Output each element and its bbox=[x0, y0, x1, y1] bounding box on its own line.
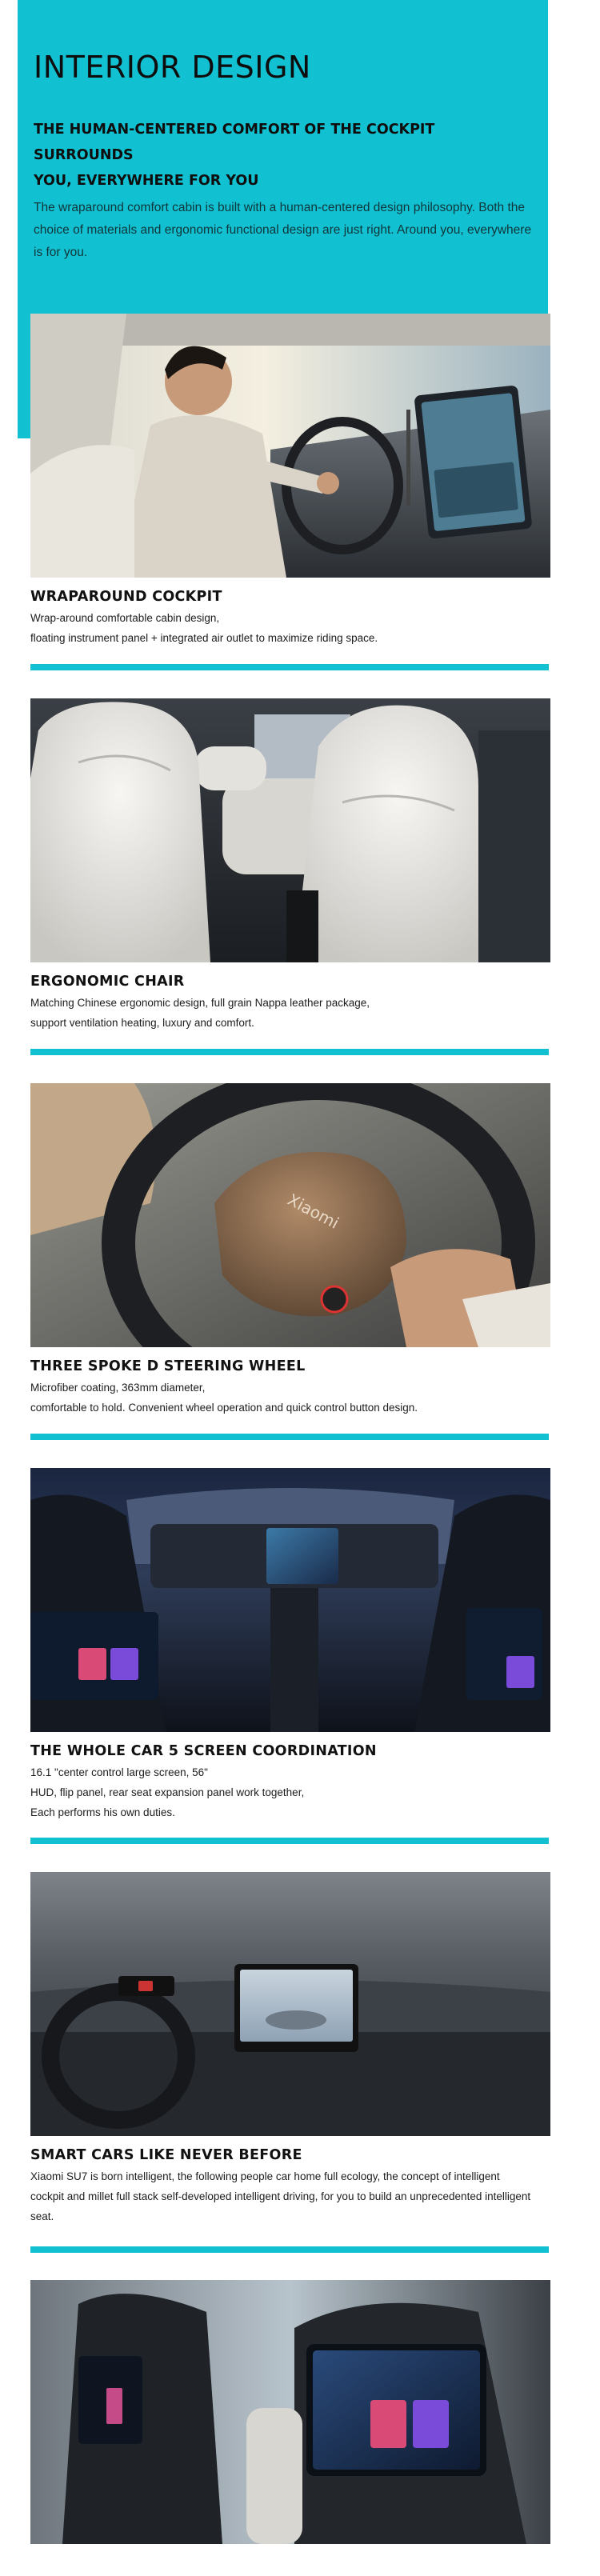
section-text: Each performs his own duties. bbox=[30, 1806, 175, 1818]
hero-subtitle-line: YOU, EVERYWHERE FOR YOU bbox=[34, 173, 259, 189]
section-five-screens bbox=[30, 1468, 550, 1822]
section-text: seat. bbox=[30, 2210, 54, 2222]
hero-description bbox=[34, 197, 546, 264]
hero-description-line: is for you. bbox=[34, 246, 88, 259]
section-text: Xiaomi SU7 is born intelligent, the following people car home full ecology, the concept of intelligent bbox=[30, 2170, 500, 2182]
hero-description-line: The wraparound comfort cabin is built with a human-centered design philosophy. Both the bbox=[34, 201, 526, 214]
section-divider bbox=[30, 1434, 549, 1440]
section-text: Matching Chinese ergonomic design, full grain Nappa leather package, bbox=[30, 997, 370, 1009]
hero-subtitle-line: THE HUMAN-CENTERED COMFORT OF THE COCKPIT SURROUNDS bbox=[34, 122, 435, 163]
steering-logo-text: Xiaomi bbox=[284, 1190, 342, 1233]
section-title: SMART CARS LIKE NEVER BEFORE bbox=[30, 2147, 302, 2163]
section-steering-wheel bbox=[30, 1083, 550, 1418]
section-title: THREE SPOKE D STEERING WHEEL bbox=[30, 1358, 306, 1374]
section-text: Wrap-around comfortable cabin design, bbox=[30, 612, 220, 624]
section-text: HUD, flip panel, rear seat expansion panel work together, bbox=[30, 1786, 305, 1798]
section-smart-cars bbox=[30, 1872, 550, 2226]
section-text: support ventilation heating, luxury and comfort. bbox=[30, 1017, 254, 1029]
section-divider bbox=[30, 1049, 549, 1055]
section-rear-seat-tablet bbox=[30, 2280, 550, 2544]
hero-subtitle bbox=[34, 117, 530, 194]
section-divider bbox=[30, 2246, 549, 2253]
steering-wheel-photo bbox=[30, 1083, 550, 1347]
section-divider bbox=[30, 1838, 549, 1844]
rear-seat-tablet-photo bbox=[30, 2280, 550, 2544]
section-title: ERGONOMIC CHAIR bbox=[30, 974, 185, 990]
section-text: floating instrument panel + integrated air outlet to maximize riding space. bbox=[30, 632, 378, 644]
section-text: Microfiber coating, 363mm diameter, bbox=[30, 1382, 206, 1394]
section-wraparound-cockpit bbox=[30, 314, 550, 648]
page-title: INTERIOR DESIGN bbox=[34, 50, 311, 85]
section-text: comfortable to hold. Convenient wheel operation and quick control button design. bbox=[30, 1402, 418, 1414]
hero-description-line: choice of materials and ergonomic functional design are just right. Around you, everywhere bbox=[34, 223, 532, 237]
dashboard-photo bbox=[30, 1872, 550, 2136]
section-title: THE WHOLE CAR 5 SCREEN COORDINATION bbox=[30, 1743, 377, 1759]
driver-cockpit-photo bbox=[30, 314, 550, 578]
section-divider bbox=[30, 664, 549, 670]
section-title: WRAPAROUND COCKPIT bbox=[30, 589, 222, 605]
section-text: cockpit and millet full stack self-developed intelligent driving, for you to build an unprecedented intelligent bbox=[30, 2190, 531, 2202]
section-text: 16.1 "center control large screen, 56" bbox=[30, 1766, 208, 1778]
section-ergonomic-chair bbox=[30, 698, 550, 1033]
white-seats-photo bbox=[30, 698, 550, 962]
five-screen-cabin-photo bbox=[30, 1468, 550, 1732]
